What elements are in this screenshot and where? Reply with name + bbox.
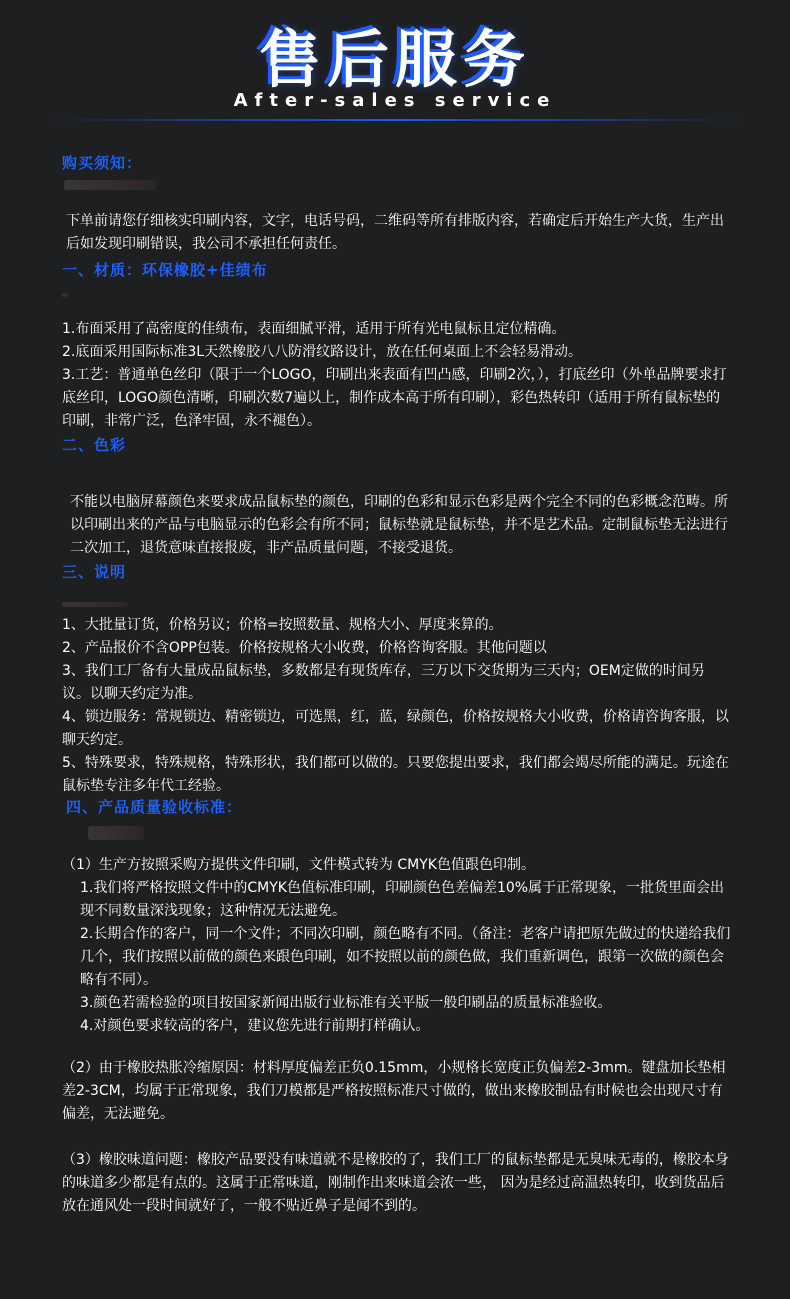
- section1-line: 1.布面采用了高密度的佳绩布，表面细腻平滑，适用于所有光电鼠标且定位精确。: [62, 321, 566, 337]
- section3-line: 3、我们工厂备有大量成品鼠标垫，多数都是有现货库存，三万以下交货期为三天内；OEM定做的时间另议。以聊天约定为准。: [62, 663, 705, 702]
- blurred-text-decoration: [62, 293, 68, 297]
- section3-heading: 三、说明: [62, 563, 127, 581]
- quality-p1-item: [62, 877, 732, 923]
- notice-paragraph: 下单前请您仔细核实印刷内容，文字，电话号码，二维码等所有排版内容，若确定后开始生产大货，生产出后如发现印刷错误，我公司不承担任何责任。: [66, 213, 724, 252]
- quality-p1-item-text: 1.我们将严格按照文件中的CMYK色值标准印刷，印刷颜色色差偏差10%属于正常现象，一批货里面会出现不同数量深浅现象；这种情况无法避免。: [80, 880, 725, 919]
- section1-line: 2.底面采用国际标准3L天然橡胶八八防滑纹路设计，放在任何桌面上不会轻易滑动。: [62, 344, 583, 360]
- section2-body: [62, 491, 732, 560]
- quality-p1-item-text: 3.颜色若需检验的项目按国家新闻出版行业标准有关平版一般印刷品的质量标准验收。: [80, 995, 612, 1011]
- section4-body: [62, 854, 732, 1038]
- quality-p1-item: [62, 923, 732, 992]
- section3-line: 4、锁边服务：常规锁边、精密锁边，可选黑，红，蓝，绿颜色，价格按规格大小收费，价格请咨询客服，以聊天约定。: [62, 709, 729, 748]
- section4-heading: 四、产品质量验收标准：: [66, 798, 243, 816]
- page-subtitle: After-sales service: [233, 90, 557, 111]
- section1-body: [62, 318, 732, 433]
- page-title: 售后服务: [258, 23, 531, 96]
- blurred-text-decoration: [88, 826, 144, 840]
- quality-p2-block: [62, 1057, 732, 1126]
- quality-p1-title: （1）生产方按照采购方提供文件印刷，文件模式转为 CMYK色值跟色印制。: [62, 857, 535, 873]
- section3-body: [62, 614, 732, 798]
- blurred-text-decoration: [64, 180, 156, 190]
- section1-heading: 一、材质：环保橡胶+佳绩布: [62, 261, 268, 279]
- quality-p1-item: [62, 992, 732, 1015]
- quality-p1-item: [62, 1015, 732, 1038]
- quality-p1-item-text: 4.对颜色要求较高的客户，建议您先进行前期打样确认。: [80, 1018, 430, 1034]
- section2-heading: 二、色彩: [62, 436, 127, 454]
- quality-p1-item-text: 2.长期合作的客户，同一个文件；不同次印刷，颜色略有不同。（备注：老客户请把原先做过的快递给我们几个，我们按照以前做的颜色来跟色印刷，如不按照以前的颜色做，我们重新调色，跟第一次做的颜色会略有不同）。: [80, 926, 731, 988]
- section3-line: 5、特殊要求，特殊规格，特殊形状，我们都可以做的。只要您提出要求，我们都会竭尽所能的满足。玩途在鼠标垫专注多年代工经验。: [62, 755, 729, 794]
- quality-p3-block: [62, 1149, 732, 1218]
- header-divider: [50, 119, 740, 121]
- notice-heading: 购买须知：: [62, 154, 143, 172]
- section1-line: 3.工艺：普通单色丝印（限于一个LOGO，印刷出来表面有凹凸感，印刷2次，），打底丝印（外单品牌要求打底丝印，LOGO颜色清晰，印刷次数7遍以上，制作成本高于所有印刷），彩色热转印（适用于所有鼠标垫的印刷，非常广泛，色泽牢固，永不褪色）。: [62, 367, 727, 429]
- section2-paragraph: 不能以电脑屏幕颜色来要求成品鼠标垫的颜色，印刷的色彩和显示色彩是两个完全不同的色彩概念范畴。所以印刷出来的产品与电脑显示的色彩会有所不同；鼠标垫就是鼠标垫，并不是艺术品。定制鼠标垫无法进行二次加工，退货意味直接报废，非产品质量问题，不接受退货。: [70, 494, 728, 556]
- section3-line: 1、大批量订货，价格另议；价格=按照数量、规格大小、厚度来算的。: [62, 617, 503, 633]
- quality-p2: （2）由于橡胶热胀冷缩原因：材料厚度偏差正负0.15mm，小规格长宽度正负偏差2-3mm。键盘加长垫相差2-3CM，均属于正常现象，我们刀模都是严格按照标准尺寸做的，做出来橡胶制品有时候也会出现尺寸有偏差，无法避免。: [62, 1060, 726, 1122]
- section3-line: 2、产品报价不含OPP包装。价格按规格大小收费，价格咨询客服。其他问题以: [62, 640, 547, 656]
- quality-p3: （3）橡胶味道问题：橡胶产品要没有味道就不是橡胶的了，我们工厂的鼠标垫都是无臭味无毒的，橡胶本身的味道多少都是有点的。这属于正常味道，刚制作出来味道会浓一些， 因为是经过高温热转印，收到货品后放在通风处一段时间就好了，一般不贴近鼻子是闻不到的。: [62, 1152, 729, 1214]
- notice-text: [62, 210, 732, 256]
- blurred-text-decoration: [62, 602, 128, 607]
